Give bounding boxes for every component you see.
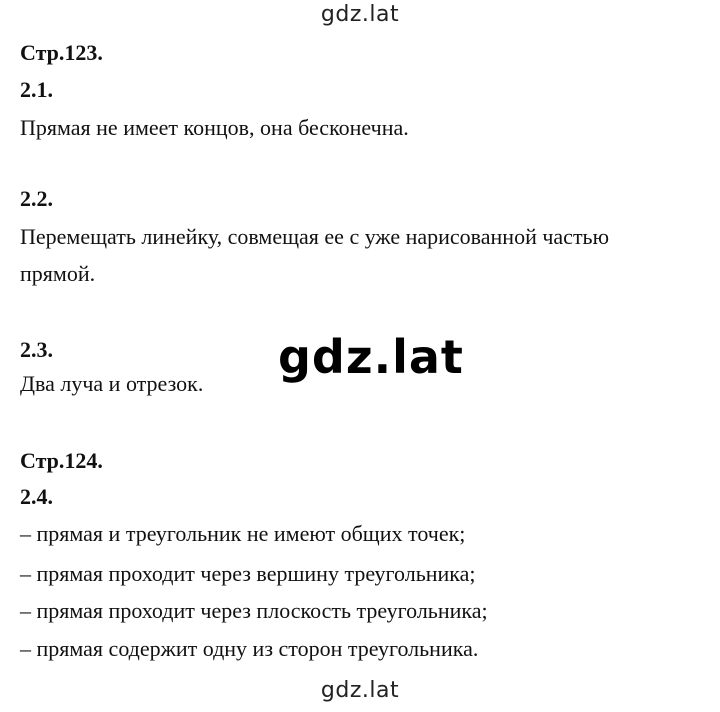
section-text-2-2-line1: Перемещать линейку, совмещая ее с уже нарисованной частью	[20, 224, 610, 249]
list-item: – прямая проходит через плоскость треугольника;	[20, 598, 488, 623]
section-number-2-2: 2.2.	[20, 186, 53, 211]
section-text-2-2-line2: прямой.	[20, 261, 96, 286]
watermark-top: gdz.lat	[320, 2, 400, 27]
list-item: – прямая проходит через вершину треугольника;	[20, 561, 476, 586]
section-number-2-1: 2.1.	[20, 77, 53, 102]
section-text-2-1: Прямая не имеет концов, она бесконечна.	[20, 115, 409, 140]
list-item: – прямая и треугольник не имеют общих точек;	[20, 521, 466, 546]
section-number-2-4: 2.4.	[20, 484, 53, 509]
watermark-center: gdz.lat	[278, 330, 464, 384]
page-heading-124: Стр.124.	[20, 448, 103, 473]
watermark-bottom: gdz.lat	[320, 678, 400, 703]
section-number-2-3: 2.3.	[20, 337, 53, 362]
list-item: – прямая содержит одну из сторон треугольника.	[20, 636, 479, 661]
section-text-2-3: Два луча и отрезок.	[20, 371, 204, 396]
page-heading-123: Стр.123.	[20, 40, 103, 65]
